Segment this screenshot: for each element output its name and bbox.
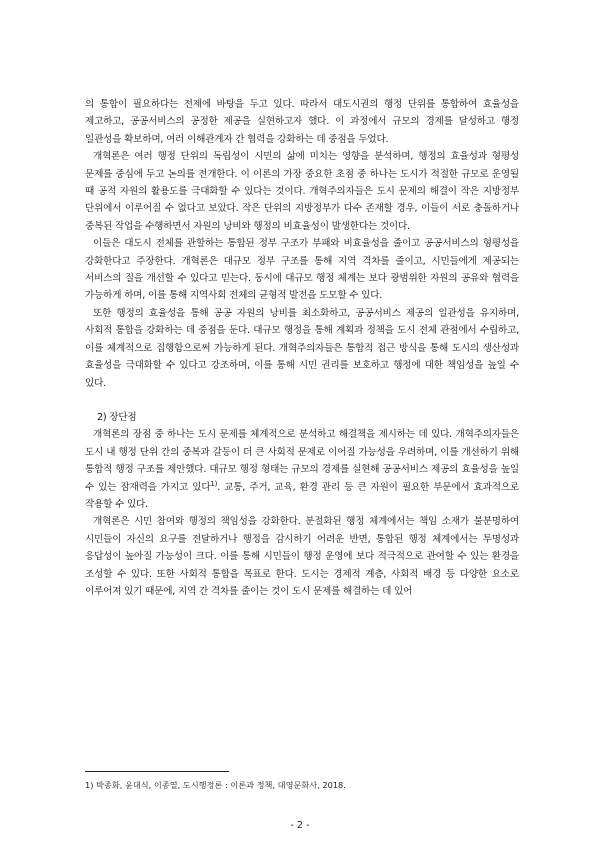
page-number: - 2 - (290, 820, 310, 831)
footnote-divider (85, 771, 229, 772)
footnote: 1) 박종화, 윤대식, 이종열, 도시행정론 : 이론과 정책, 대영문화사, 2018. (85, 780, 346, 790)
footnote-reference[interactable]: 1) (210, 479, 218, 488)
section-gap (85, 392, 519, 409)
paragraph-5-text-after: . 교통, 주거, 교육, 환경 관리 등 큰 자원이 필요한 부문에서 효과적으로 작용할 수 있다. (85, 481, 519, 510)
paragraph-6: 개혁론은 시민 참여와 행정의 책임성을 강화한다. 분절화된 행정 체계에서는 책임 소재가 불분명하여 시민들이 자신의 요구를 전달하거나 행정을 감시하기 어려운 반면, 통합된 행정 체계에서는 투명성과 응답성이 높아질 가능성이 크다. 이를 통해 시민들이 행정 운영에 보다 적극적으로 관여할 수 있는 환경을 조성할 수 있다. 또한 사회적 통합을 목표로 한다. 도시는 경제적 계층, 사회적 배경 등 다양한 요소로 이루어져 있기 때문에, 지역 간 격차를 줄이는 것이 도시 문제를 해결하는 데 있어 (85, 516, 519, 597)
paragraph-1: 의 통합이 필요하다는 전제에 바탕을 두고 있다. 따라서 대도시권의 행정 단위를 통합하여 효율성을 제고하고, 공공서비스의 공정한 제공을 실현하고자 했다. 이 과정에서 규모의 경제를 달성하고 행정 일관성을 확보하며, 여러 이해관계자 간 협력을 강화하는 데 중점을 두었다. (85, 99, 519, 145)
section-heading: 2) 장단점 (97, 411, 137, 423)
paragraph-4: 또한 행정의 효율성을 통해 공공 자원의 낭비를 최소화하고, 공공서비스 제공의 일관성을 유지하며, 사회적 통합을 강화하는 데 중점을 둔다. 대규모 행정을 통해 계획과 정책을 도시 전체 관점에서 수립하고, 이를 체계적으로 집행함으로써 가능하게 된다. 개혁주의자들은 통합적 접근 방식을 통해 도시의 생산성과 효율성을 극대화할 수 있다고 강조하며, 이를 통해 시민 권리를 보호하고 행정에 대한 책임성을 높일 수 있다. (85, 307, 519, 389)
body-text (85, 96, 519, 600)
paragraph-2: 개혁론은 여러 행정 단위의 독립성이 시민의 삶에 미치는 영향을 분석하며, 행정의 효율성과 형평성 문제를 중심에 두고 논의를 전개한다. 이 이론의 가장 중요한 초점 중 하나는 도시가 적절한 규모로 운영될 때 공적 자원의 활용도를 극대화할 수 있다는 것이다. 개혁주의자들은 도시 문제의 해결이 작은 지방정부 단위에서 이루어질 수 없다고 보았다. 작은 단위의 지방정부가 다수 존재할 경우, 이들이 서로 충돌하거나 중복된 작업을 수행하면서 자원의 낭비와 행정의 비효율성이 발생한다는 것이다. (85, 151, 519, 232)
paragraph-3: 이들은 대도시 전체를 관할하는 통합된 정부 구조가 부패와 비효율성을 줄이고 공공서비스의 형평성을 강화한다고 주장한다. 개혁론은 대규모 정부 구조를 통해 지역 격차를 줄이고, 시민들에게 제공되는 서비스의 질을 개선할 수 있다고 믿는다. 동시에 대규모 행정 체계는 보다 광범위한 자원의 공유와 협력을 가능하게 하며, 이를 통해 지역사회 전체의 균형적 발전을 도모할 수 있다. (85, 238, 519, 302)
paragraph-5-text-before: 개혁론의 장점 중 하나는 도시 문제를 체계적으로 분석하고 해결책을 제시하는 데 있다. 개혁주의자들은 도시 내 행정 단위 간의 중복과 갈등이 더 큰 사회적 문제로 이어질 가능성을 우려하며, 이를 개선하기 위해 통합적 행정 구조를 제안했다. 대규모 행정 형태는 규모의 경제를 실현해 공공서비스 제공의 효율성을 높일 수 있는 잠재력을 가지고 있다 (85, 429, 519, 493)
paragraph-5 (85, 426, 519, 513)
